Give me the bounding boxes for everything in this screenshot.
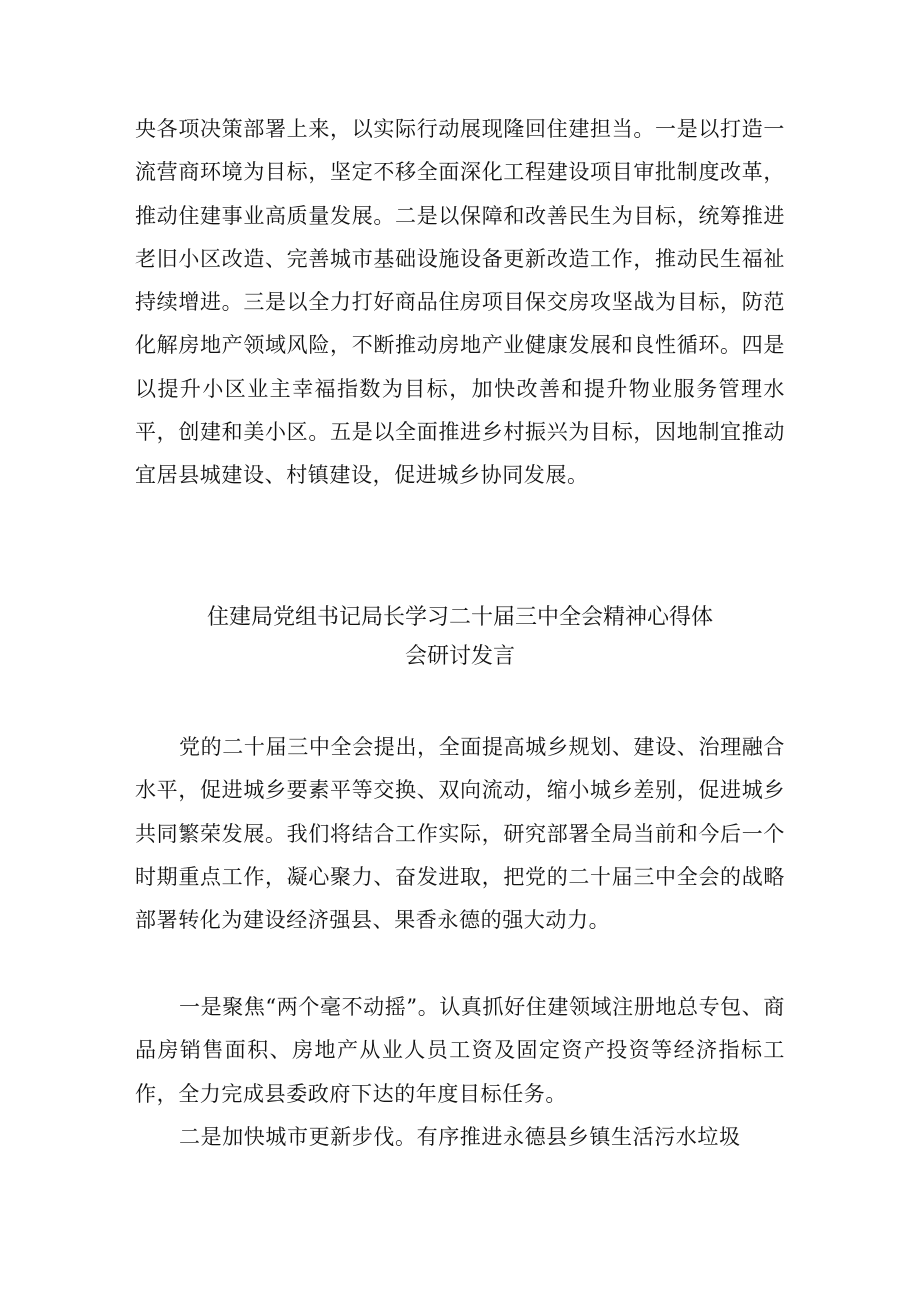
body-paragraph-1: 党的二十届三中全会提出，全面提高城乡规划、建设、治理融合水平，促进城乡要素平等交换、双向流动，缩小城乡差别，促进城乡共同繁荣发展。我们将结合工作实际，研究部署全局当前和今后一个时期重点工作，凝心聚力、奋发进取，把党的二十届三中全会的战略部署转化为建设经济强县、果香永德的强大动力。 — [135, 735, 785, 933]
title-line-1: 住建局党组书记局长学习二十届三中全会精神心得体 — [206, 605, 713, 630]
document-title — [135, 598, 785, 676]
body-paragraph-3: 二是加快城市更新步伐。有序推进永德县乡镇生活污水垃圾 — [179, 1125, 741, 1149]
body-paragraph-2: 一是聚焦“两个毫不动摇”。认真抓好住建领域注册地总专包、商品房销售面积、房地产从业人员工资及固定资产投资等经济指标工作，全力完成县委政府下达的年度目标任务。 — [135, 995, 785, 1106]
intro-end-paragraph: 央各项决策部署上来，以实际行动展现隆回住建担当。一是以打造一流营商环境为目标，坚定不移全面深化工程建设项目审批制度改革，推动住建事业高质量发展。二是以保障和改善民生为目标，统筹推进老旧小区改造、完善城市基础设施设备更新改造工作，推动民生福祉持续增进。三是以全力打好商品住房项目保交房攻坚战为目标，防范化解房地产领域风险，不断推动房地产业健康发展和良性循环。四是以提升小区业主幸福指数为目标，加快改善和提升物业服务管理水平，创建和美小区。五是以全面推进乡村振兴为目标，因地制宜推动宜居县城建设、村镇建设，促进城乡协同发展。 — [135, 117, 785, 488]
title-line-2: 会研讨发言 — [404, 644, 515, 669]
